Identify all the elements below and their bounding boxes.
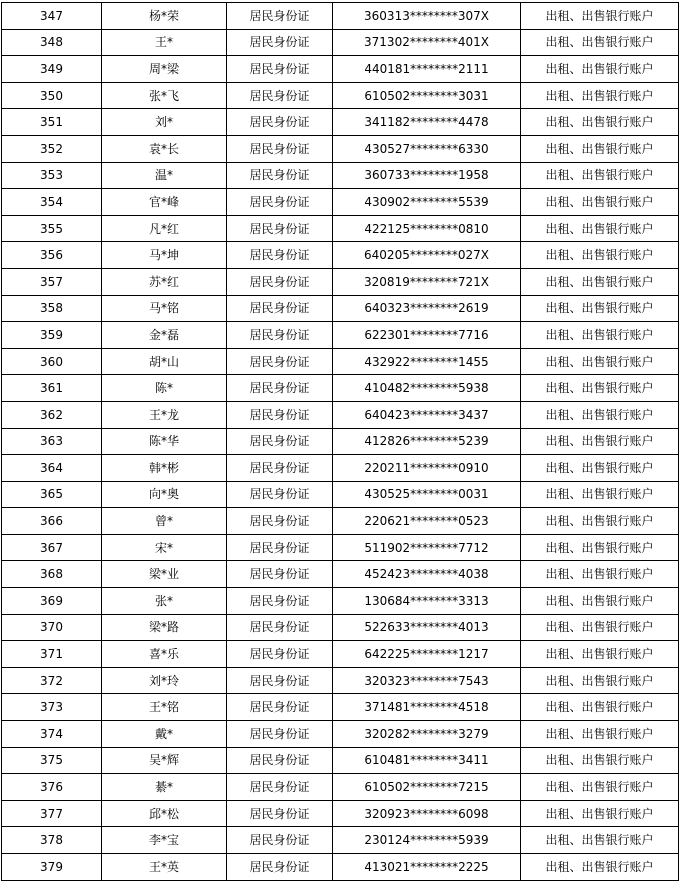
name-cell: 王* xyxy=(102,29,227,56)
reason-cell: 出租、出售银行账户 xyxy=(521,508,679,535)
row-number-cell: 357 xyxy=(2,268,102,295)
row-number-cell: 368 xyxy=(2,561,102,588)
name-cell: 杨*荣 xyxy=(102,3,227,30)
table-row xyxy=(2,561,679,588)
row-number-cell: 351 xyxy=(2,109,102,136)
id-type-cell: 居民身份证 xyxy=(227,747,333,774)
table-row xyxy=(2,614,679,641)
table-row xyxy=(2,295,679,322)
reason-cell: 出租、出售银行账户 xyxy=(521,401,679,428)
table-row xyxy=(2,82,679,109)
name-cell: 马*铭 xyxy=(102,295,227,322)
reason-cell: 出租、出售银行账户 xyxy=(521,588,679,615)
reason-cell: 出租、出售银行账户 xyxy=(521,162,679,189)
reason-cell: 出租、出售银行账户 xyxy=(521,82,679,109)
name-cell: 周*梁 xyxy=(102,56,227,83)
id-type-cell: 居民身份证 xyxy=(227,481,333,508)
records-table-body xyxy=(2,3,679,881)
id-number-cell: 432922********1455 xyxy=(333,348,521,375)
reason-cell: 出租、出售银行账户 xyxy=(521,694,679,721)
row-number-cell: 370 xyxy=(2,614,102,641)
id-number-cell: 422125********0810 xyxy=(333,215,521,242)
reason-cell: 出租、出售银行账户 xyxy=(521,29,679,56)
table-row xyxy=(2,508,679,535)
id-number-cell: 412826********5239 xyxy=(333,428,521,455)
name-cell: 吴*辉 xyxy=(102,747,227,774)
id-number-cell: 622301********7716 xyxy=(333,322,521,349)
id-type-cell: 居民身份证 xyxy=(227,588,333,615)
table-row xyxy=(2,800,679,827)
table-row xyxy=(2,747,679,774)
table-row xyxy=(2,29,679,56)
id-type-cell: 居民身份证 xyxy=(227,215,333,242)
row-number-cell: 373 xyxy=(2,694,102,721)
row-number-cell: 347 xyxy=(2,3,102,30)
id-type-cell: 居民身份证 xyxy=(227,455,333,482)
row-number-cell: 364 xyxy=(2,455,102,482)
id-type-cell: 居民身份证 xyxy=(227,242,333,269)
id-number-cell: 452423********4038 xyxy=(333,561,521,588)
table-row xyxy=(2,588,679,615)
reason-cell: 出租、出售银行账户 xyxy=(521,481,679,508)
row-number-cell: 379 xyxy=(2,854,102,881)
reason-cell: 出租、出售银行账户 xyxy=(521,375,679,402)
table-row xyxy=(2,135,679,162)
id-number-cell: 371481********4518 xyxy=(333,694,521,721)
reason-cell: 出租、出售银行账户 xyxy=(521,747,679,774)
reason-cell: 出租、出售银行账户 xyxy=(521,135,679,162)
id-type-cell: 居民身份证 xyxy=(227,29,333,56)
id-type-cell: 居民身份证 xyxy=(227,56,333,83)
id-number-cell: 320282********3279 xyxy=(333,721,521,748)
row-number-cell: 348 xyxy=(2,29,102,56)
id-number-cell: 320323********7543 xyxy=(333,667,521,694)
table-row xyxy=(2,481,679,508)
name-cell: 梁*业 xyxy=(102,561,227,588)
name-cell: 曾* xyxy=(102,508,227,535)
id-type-cell: 居民身份证 xyxy=(227,854,333,881)
row-number-cell: 365 xyxy=(2,481,102,508)
table-row xyxy=(2,721,679,748)
reason-cell: 出租、出售银行账户 xyxy=(521,455,679,482)
row-number-cell: 372 xyxy=(2,667,102,694)
name-cell: 梁*路 xyxy=(102,614,227,641)
id-number-cell: 410482********5938 xyxy=(333,375,521,402)
reason-cell: 出租、出售银行账户 xyxy=(521,295,679,322)
id-number-cell: 220621********0523 xyxy=(333,508,521,535)
id-number-cell: 440181********2111 xyxy=(333,56,521,83)
name-cell: 王*铭 xyxy=(102,694,227,721)
id-number-cell: 610502********3031 xyxy=(333,82,521,109)
id-type-cell: 居民身份证 xyxy=(227,109,333,136)
name-cell: 綦* xyxy=(102,774,227,801)
table-row xyxy=(2,401,679,428)
name-cell: 宋* xyxy=(102,534,227,561)
id-number-cell: 371302********401X xyxy=(333,29,521,56)
reason-cell: 出租、出售银行账户 xyxy=(521,561,679,588)
id-number-cell: 220211********0910 xyxy=(333,455,521,482)
id-type-cell: 居民身份证 xyxy=(227,162,333,189)
reason-cell: 出租、出售银行账户 xyxy=(521,667,679,694)
table-row xyxy=(2,827,679,854)
table-row xyxy=(2,774,679,801)
row-number-cell: 355 xyxy=(2,215,102,242)
id-type-cell: 居民身份证 xyxy=(227,800,333,827)
reason-cell: 出租、出售银行账户 xyxy=(521,215,679,242)
reason-cell: 出租、出售银行账户 xyxy=(521,721,679,748)
id-type-cell: 居民身份证 xyxy=(227,508,333,535)
id-type-cell: 居民身份证 xyxy=(227,135,333,162)
table-row xyxy=(2,189,679,216)
id-type-cell: 居民身份证 xyxy=(227,82,333,109)
name-cell: 邱*松 xyxy=(102,800,227,827)
reason-cell: 出租、出售银行账户 xyxy=(521,641,679,668)
reason-cell: 出租、出售银行账户 xyxy=(521,534,679,561)
row-number-cell: 358 xyxy=(2,295,102,322)
reason-cell: 出租、出售银行账户 xyxy=(521,800,679,827)
name-cell: 张* xyxy=(102,588,227,615)
name-cell: 张*飞 xyxy=(102,82,227,109)
reason-cell: 出租、出售银行账户 xyxy=(521,348,679,375)
id-number-cell: 642225********1217 xyxy=(333,641,521,668)
reason-cell: 出租、出售银行账户 xyxy=(521,3,679,30)
name-cell: 陈* xyxy=(102,375,227,402)
table-row xyxy=(2,162,679,189)
id-type-cell: 居民身份证 xyxy=(227,268,333,295)
reason-cell: 出租、出售银行账户 xyxy=(521,774,679,801)
id-type-cell: 居民身份证 xyxy=(227,667,333,694)
id-type-cell: 居民身份证 xyxy=(227,561,333,588)
reason-cell: 出租、出售银行账户 xyxy=(521,827,679,854)
name-cell: 马*坤 xyxy=(102,242,227,269)
id-number-cell: 230124********5939 xyxy=(333,827,521,854)
id-type-cell: 居民身份证 xyxy=(227,189,333,216)
row-number-cell: 375 xyxy=(2,747,102,774)
id-number-cell: 511902********7712 xyxy=(333,534,521,561)
id-number-cell: 430902********5539 xyxy=(333,189,521,216)
name-cell: 胡*山 xyxy=(102,348,227,375)
row-number-cell: 354 xyxy=(2,189,102,216)
name-cell: 刘* xyxy=(102,109,227,136)
name-cell: 王*龙 xyxy=(102,401,227,428)
id-type-cell: 居民身份证 xyxy=(227,401,333,428)
name-cell: 戴* xyxy=(102,721,227,748)
table-row xyxy=(2,694,679,721)
id-number-cell: 413021********2225 xyxy=(333,854,521,881)
name-cell: 王*英 xyxy=(102,854,227,881)
name-cell: 苏*红 xyxy=(102,268,227,295)
id-number-cell: 360733********1958 xyxy=(333,162,521,189)
name-cell: 韩*彬 xyxy=(102,455,227,482)
row-number-cell: 366 xyxy=(2,508,102,535)
name-cell: 李*宝 xyxy=(102,827,227,854)
row-number-cell: 369 xyxy=(2,588,102,615)
row-number-cell: 374 xyxy=(2,721,102,748)
records-table xyxy=(1,2,679,881)
table-row xyxy=(2,534,679,561)
row-number-cell: 350 xyxy=(2,82,102,109)
table-row xyxy=(2,322,679,349)
row-number-cell: 378 xyxy=(2,827,102,854)
reason-cell: 出租、出售银行账户 xyxy=(521,428,679,455)
row-number-cell: 367 xyxy=(2,534,102,561)
row-number-cell: 353 xyxy=(2,162,102,189)
row-number-cell: 363 xyxy=(2,428,102,455)
row-number-cell: 349 xyxy=(2,56,102,83)
table-row xyxy=(2,375,679,402)
row-number-cell: 360 xyxy=(2,348,102,375)
name-cell: 向*奥 xyxy=(102,481,227,508)
name-cell: 官*峰 xyxy=(102,189,227,216)
reason-cell: 出租、出售银行账户 xyxy=(521,268,679,295)
table-row xyxy=(2,3,679,30)
row-number-cell: 359 xyxy=(2,322,102,349)
row-number-cell: 352 xyxy=(2,135,102,162)
id-type-cell: 居民身份证 xyxy=(227,614,333,641)
reason-cell: 出租、出售银行账户 xyxy=(521,614,679,641)
id-number-cell: 610502********7215 xyxy=(333,774,521,801)
table-row xyxy=(2,667,679,694)
id-number-cell: 430527********6330 xyxy=(333,135,521,162)
id-type-cell: 居民身份证 xyxy=(227,641,333,668)
id-number-cell: 640323********2619 xyxy=(333,295,521,322)
id-number-cell: 640423********3437 xyxy=(333,401,521,428)
reason-cell: 出租、出售银行账户 xyxy=(521,242,679,269)
table-row xyxy=(2,641,679,668)
name-cell: 金*磊 xyxy=(102,322,227,349)
id-type-cell: 居民身份证 xyxy=(227,694,333,721)
table-row xyxy=(2,268,679,295)
id-number-cell: 360313********307X xyxy=(333,3,521,30)
name-cell: 喜*乐 xyxy=(102,641,227,668)
table-row xyxy=(2,428,679,455)
table-row xyxy=(2,215,679,242)
id-type-cell: 居民身份证 xyxy=(227,3,333,30)
id-type-cell: 居民身份证 xyxy=(227,428,333,455)
table-row xyxy=(2,56,679,83)
row-number-cell: 376 xyxy=(2,774,102,801)
reason-cell: 出租、出售银行账户 xyxy=(521,322,679,349)
name-cell: 袁*长 xyxy=(102,135,227,162)
id-number-cell: 522633********4013 xyxy=(333,614,521,641)
name-cell: 凡*红 xyxy=(102,215,227,242)
row-number-cell: 356 xyxy=(2,242,102,269)
table-row xyxy=(2,348,679,375)
table-row xyxy=(2,854,679,881)
row-number-cell: 371 xyxy=(2,641,102,668)
id-number-cell: 320819********721X xyxy=(333,268,521,295)
name-cell: 陈*华 xyxy=(102,428,227,455)
row-number-cell: 361 xyxy=(2,375,102,402)
id-type-cell: 居民身份证 xyxy=(227,721,333,748)
id-number-cell: 341182********4478 xyxy=(333,109,521,136)
reason-cell: 出租、出售银行账户 xyxy=(521,189,679,216)
id-type-cell: 居民身份证 xyxy=(227,375,333,402)
table-row xyxy=(2,242,679,269)
reason-cell: 出租、出售银行账户 xyxy=(521,854,679,881)
name-cell: 刘*玲 xyxy=(102,667,227,694)
id-number-cell: 640205********027X xyxy=(333,242,521,269)
row-number-cell: 377 xyxy=(2,800,102,827)
id-type-cell: 居民身份证 xyxy=(227,774,333,801)
id-number-cell: 430525********0031 xyxy=(333,481,521,508)
reason-cell: 出租、出售银行账户 xyxy=(521,109,679,136)
id-type-cell: 居民身份证 xyxy=(227,348,333,375)
id-number-cell: 610481********3411 xyxy=(333,747,521,774)
id-type-cell: 居民身份证 xyxy=(227,827,333,854)
name-cell: 温* xyxy=(102,162,227,189)
id-type-cell: 居民身份证 xyxy=(227,295,333,322)
row-number-cell: 362 xyxy=(2,401,102,428)
id-type-cell: 居民身份证 xyxy=(227,534,333,561)
table-row xyxy=(2,109,679,136)
id-number-cell: 130684********3313 xyxy=(333,588,521,615)
id-type-cell: 居民身份证 xyxy=(227,322,333,349)
table-row xyxy=(2,455,679,482)
reason-cell: 出租、出售银行账户 xyxy=(521,56,679,83)
id-number-cell: 320923********6098 xyxy=(333,800,521,827)
